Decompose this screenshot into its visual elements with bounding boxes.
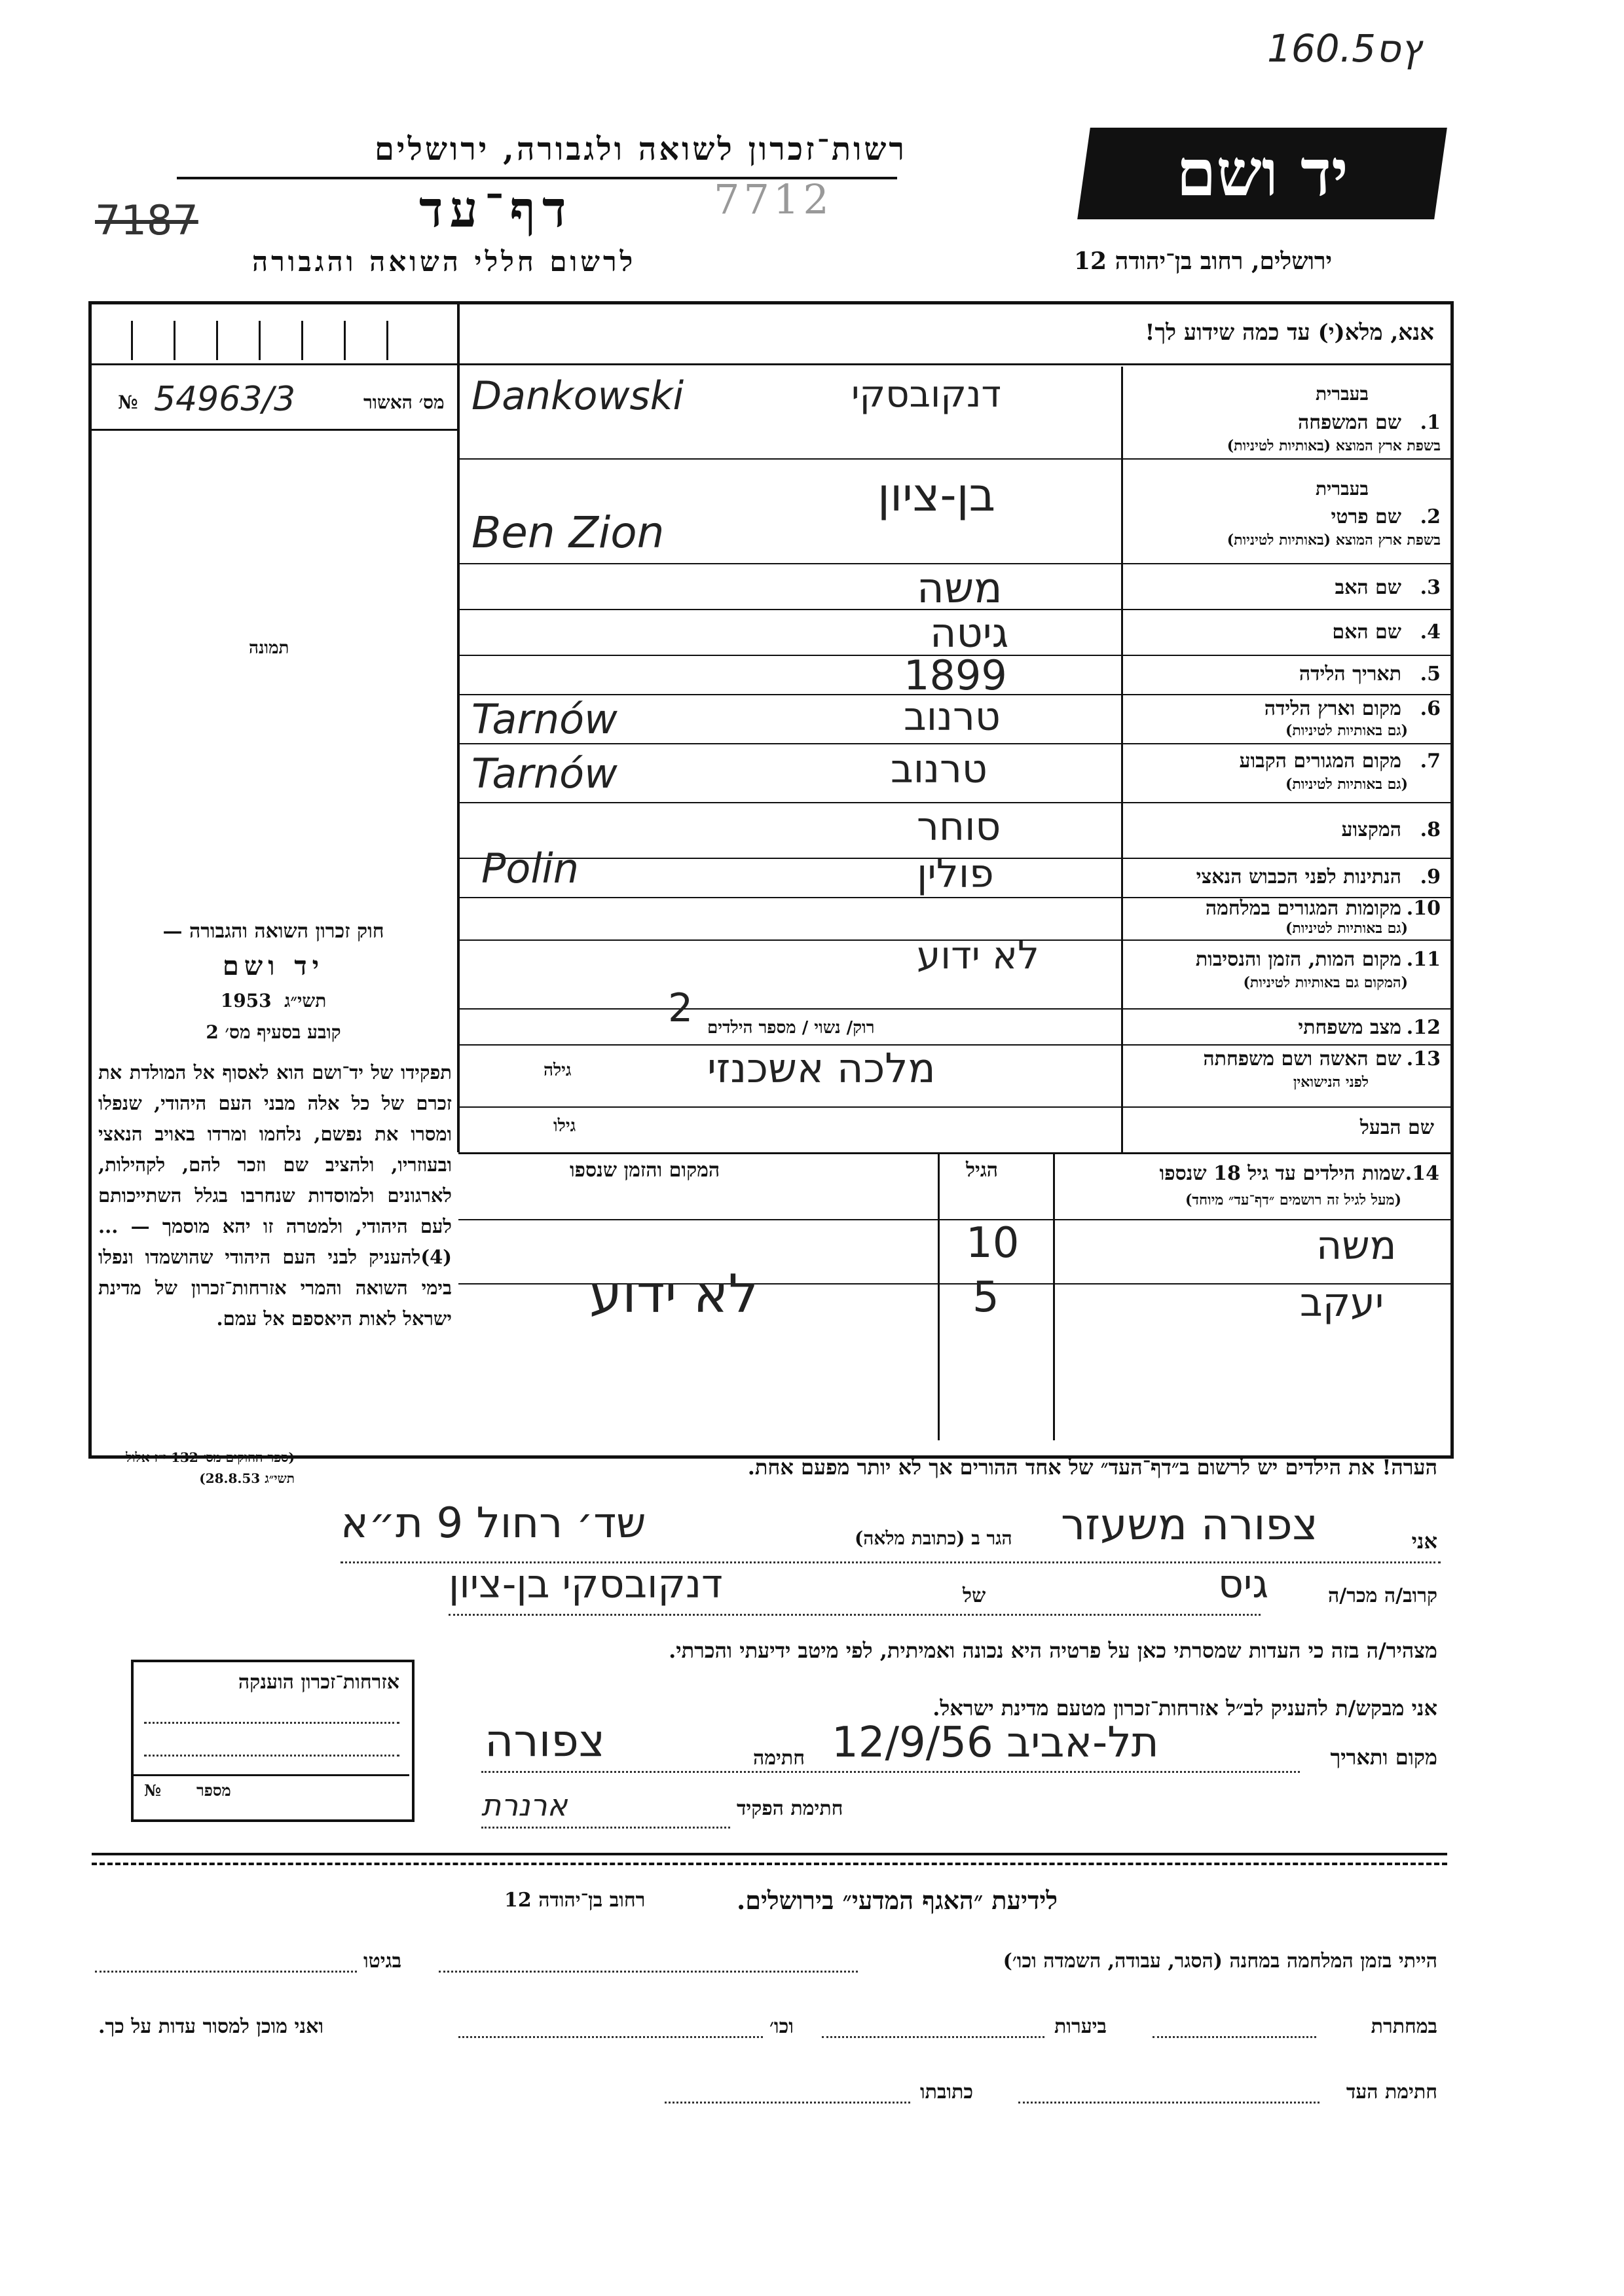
field-2-num: 2. bbox=[1420, 505, 1441, 528]
field-11-value: לא ידוע bbox=[917, 933, 1039, 977]
field-6-hebrew-value: טרנוב bbox=[904, 694, 1001, 740]
field-10-sub: (גם באותיות לטיניות) bbox=[1285, 920, 1408, 937]
row-line bbox=[458, 1008, 1450, 1010]
child-1-place: לא ידוע bbox=[589, 1264, 758, 1324]
law-clause: קובע בסעיף מס׳ 2 bbox=[206, 1021, 341, 1043]
children-header-rule bbox=[458, 1219, 1450, 1220]
field-7-num: 7. bbox=[1420, 750, 1441, 773]
field-12-num: 12. bbox=[1406, 1016, 1441, 1039]
husband-label: שם הבעל bbox=[1359, 1116, 1434, 1139]
citizenship-line-1 bbox=[144, 1722, 399, 1724]
field-1-lang: בעברית bbox=[1315, 383, 1369, 405]
stamp-number: 7187 bbox=[95, 196, 198, 244]
tick-boxes bbox=[92, 321, 455, 360]
field-1-sub: בשפת ארץ המוצא (באותיות לטיניות) bbox=[1227, 437, 1441, 454]
field-2-hebrew-value: בן-ציון bbox=[877, 468, 996, 522]
field-2-latin-value: Ben Zion bbox=[471, 507, 665, 558]
bottom-line1-b: בגיטו bbox=[363, 1950, 402, 1973]
field-10-label: מקומות המגורים במלחמה bbox=[1205, 897, 1401, 920]
field-4-label: שם האם bbox=[1332, 621, 1401, 644]
field-8-value: סוחר bbox=[917, 804, 1001, 850]
field-9-hebrew-value: פולין bbox=[917, 851, 994, 897]
field-11-sub: (המקום גם באותיות לטיניות) bbox=[1243, 974, 1408, 991]
field-12-extra: רוק/ נשוי / מספר הילדים bbox=[707, 1018, 875, 1038]
signature-label: חתימה bbox=[753, 1747, 805, 1770]
bottom-line2-dots-1 bbox=[1153, 2036, 1316, 2038]
officer-label: חתימת הפקיד bbox=[737, 1797, 843, 1820]
field-3-label: שם האב bbox=[1335, 576, 1401, 599]
field-6-latin-value: Tarnów bbox=[471, 695, 618, 743]
children-col2 bbox=[938, 1152, 940, 1440]
bottom-title: לידיעת ״האגף המדעי״ בירושלים. bbox=[737, 1886, 1058, 1915]
field-5-value: 1899 bbox=[904, 651, 1007, 699]
place-date-line bbox=[481, 1771, 1300, 1773]
relative-line bbox=[449, 1614, 1261, 1616]
form-title: דף־עד bbox=[419, 180, 573, 238]
signature-value: צפורה bbox=[485, 1715, 606, 1767]
child-2-age: 5 bbox=[972, 1273, 999, 1322]
field-6-label: מקום וארץ הלידה bbox=[1264, 697, 1401, 720]
field-1-latin-value: Dankowski bbox=[471, 373, 684, 419]
field-8-num: 8. bbox=[1420, 818, 1441, 841]
declarant-ani: אני bbox=[1411, 1529, 1437, 1554]
field-9-label: הנתינות לפני הכבוש הנאצי bbox=[1196, 866, 1401, 888]
field-7-sub: (גם באותיות לטיניות) bbox=[1285, 776, 1408, 793]
photo-label: תמונה bbox=[249, 638, 289, 658]
field-5-label: תאריך הלידה bbox=[1299, 663, 1401, 685]
children-place-header: המקום והזמן שנספו bbox=[570, 1159, 720, 1182]
row-line bbox=[458, 458, 1450, 460]
bottom-line2-dots-2 bbox=[822, 2036, 1044, 2038]
approval-prefix: № bbox=[118, 392, 138, 413]
label-column-divider bbox=[1121, 367, 1123, 1152]
children-age-header: הגיל bbox=[966, 1159, 999, 1182]
child-1-age: 10 bbox=[966, 1219, 1020, 1267]
top-handwritten-note: 160.5ץס bbox=[1267, 26, 1421, 71]
field-4-value: גיטה bbox=[930, 609, 1009, 657]
bottom-line2-b: ביערות bbox=[1054, 2015, 1107, 2038]
bottom-line2-dots-3 bbox=[458, 2036, 763, 2038]
row-line bbox=[458, 1106, 1450, 1108]
row-line bbox=[458, 743, 1450, 744]
bottom-line2-c: וכו׳ bbox=[769, 2015, 794, 2038]
bottom-rule-top bbox=[92, 1853, 1447, 1855]
field-6-num: 6. bbox=[1420, 697, 1441, 720]
children-top-rule bbox=[458, 1152, 1450, 1154]
field-10-num: 10. bbox=[1406, 897, 1441, 920]
of-name: דנקובסקי בן-ציון bbox=[449, 1561, 723, 1607]
children-num: 14. bbox=[1405, 1162, 1439, 1185]
field-12-label: מצב משפחתי bbox=[1298, 1016, 1401, 1039]
bottom-line3-a: חתימת העד bbox=[1346, 2081, 1437, 2104]
row-line bbox=[458, 1044, 1450, 1046]
field-5-num: 5. bbox=[1420, 663, 1441, 685]
law-year-heb: תשי״ג bbox=[284, 990, 327, 1011]
bottom-line2-a: במחתרת bbox=[1371, 2015, 1437, 2038]
declarant-resides-label: הגר ב (כתובת מלאה) bbox=[855, 1527, 1012, 1549]
bottom-line2-d: ואני מוכן למסור עדות על כך. bbox=[98, 2015, 324, 2038]
field-13-num: 13. bbox=[1406, 1048, 1441, 1070]
field-11-num: 11. bbox=[1406, 948, 1441, 971]
citizenship-line-2 bbox=[144, 1755, 399, 1757]
yad-vashem-logo bbox=[1077, 128, 1447, 219]
bottom-line1-dots-2 bbox=[95, 1971, 357, 1973]
left-column-divider bbox=[457, 301, 460, 1152]
form-subtitle: לרשום חללי השואה והגבורה bbox=[252, 246, 637, 278]
bottom-line1-dots bbox=[439, 1971, 858, 1973]
relative-label: קרוב/ה מכר/ה bbox=[1328, 1584, 1437, 1607]
bottom-line1-a: הייתי בזמן המלחמה במחנה (הסגר, עבודה, השמדה וכו׳) bbox=[1003, 1950, 1437, 1973]
bottom-line3-dots-2 bbox=[665, 2102, 910, 2104]
field-7-hebrew-value: טרנוב bbox=[891, 746, 987, 792]
logo-text: יד ושם bbox=[1176, 136, 1348, 211]
field-8-label: המקצוע bbox=[1341, 818, 1401, 841]
field-13-value: מלכה אשכנזי bbox=[707, 1044, 936, 1092]
field-6-sub: (גם באותיות לטיניות) bbox=[1285, 722, 1408, 739]
declarant-name: צפורה משעזר bbox=[1061, 1499, 1318, 1550]
request-text: אני מבקש/ת להעניק לב״ל אזרחות־זכרון מטעם מדינת ישראל. bbox=[932, 1696, 1437, 1721]
note-text: הערה! את הילדים יש לרשום ב״דף־העד״ של אחד ההורים אך לא יותר מפעם אחת. bbox=[747, 1455, 1437, 1480]
approval-rule bbox=[92, 429, 457, 431]
row-line bbox=[458, 802, 1450, 803]
law-year-num: 1953 bbox=[220, 990, 272, 1011]
children-col1 bbox=[1053, 1152, 1055, 1440]
authority-title: רשות־זכרון לשואה ולגבורה, ירושלים bbox=[374, 131, 907, 168]
field-4-num: 4. bbox=[1420, 621, 1441, 644]
children-header: שמות הילדים עד גיל 18 שנספו bbox=[1159, 1162, 1405, 1185]
place-date-value: תל-אביב 12/9/56 bbox=[832, 1719, 1159, 1767]
field-13-label: שם האשה ושם משפחתה bbox=[1203, 1048, 1401, 1070]
citizenship-number-label: מספר bbox=[196, 1781, 231, 1800]
field-3-num: 3. bbox=[1420, 576, 1441, 599]
law-name: יד ושם bbox=[222, 951, 325, 981]
law-reference: (ספר החוקים מס׳ 132 י״ז אלול תשי״ג 28.8.53) bbox=[126, 1449, 295, 1486]
relation-value: גיס bbox=[1218, 1561, 1269, 1607]
intro-text: אנא, מלא(י) עד כמה שידוע לך! bbox=[1145, 319, 1434, 346]
field-9-latin-value: Polin bbox=[481, 845, 580, 892]
field-11-label: מקום המות, הזמן והנסיבות bbox=[1195, 948, 1401, 971]
approval-number: 54963/3 bbox=[154, 380, 296, 419]
field-2-sub: בשפת ארץ המוצא (באותיות לטיניות) bbox=[1227, 532, 1441, 549]
stamp-number-2: 7712 bbox=[714, 175, 833, 223]
field-3-value: משה bbox=[917, 564, 1003, 613]
husband-age-label: גילו bbox=[553, 1116, 576, 1136]
law-year bbox=[98, 990, 449, 1012]
citizenship-title: אזרחות־זכרון הוענקה bbox=[238, 1671, 399, 1694]
child-1-name: משה bbox=[1316, 1223, 1397, 1269]
of-label: של bbox=[963, 1584, 986, 1607]
bottom-line3-dots-1 bbox=[1018, 2102, 1320, 2104]
bottom-rule-dashed bbox=[92, 1863, 1447, 1865]
declaration-text: מצהיר/ה בזה כי העדות שמסרתי כאן על פרטיה היא נכונה ואמיתית, לפי מיטב ידיעתי והכרתי. bbox=[669, 1638, 1437, 1663]
field-2-label: שם פרטי bbox=[1331, 505, 1401, 528]
field-1-hebrew-value: דנקובסקי bbox=[851, 373, 1001, 416]
law-title: חוק זכרון השואה והגבורה — bbox=[162, 920, 384, 943]
place-date-label: מקום ותאריך bbox=[1330, 1745, 1437, 1770]
declarant-address: שד׳ רחול 9 ת״א bbox=[341, 1499, 646, 1548]
field-9-num: 9. bbox=[1420, 866, 1441, 888]
citizenship-rule bbox=[131, 1774, 409, 1776]
child-2-name: יעקב bbox=[1300, 1280, 1384, 1326]
field-13-age-label: גילה bbox=[544, 1061, 572, 1080]
field-7-label: מקום המגורים הקבוע bbox=[1239, 750, 1401, 773]
officer-line bbox=[481, 1827, 730, 1829]
field-7-latin-value: Tarnów bbox=[471, 750, 618, 797]
field-2-lang: בעברית bbox=[1315, 478, 1369, 500]
children-sub: (מעל לגיל זה רושמים ״דף־עד״ מיוחד) bbox=[1185, 1192, 1401, 1209]
citizenship-prefix: № bbox=[144, 1781, 162, 1800]
field-13-sub: לפני הנישואין bbox=[1293, 1074, 1369, 1091]
field-12-value: 2 bbox=[668, 985, 693, 1031]
field-1-label: שם המשפחה bbox=[1297, 411, 1401, 434]
address: ירושלים, רחוב בן־יהודה 12 bbox=[1074, 247, 1333, 275]
approval-label: מס׳ האשור bbox=[363, 392, 445, 413]
field-1-num: 1. bbox=[1420, 411, 1441, 434]
bottom-line3-b: כתובתו bbox=[920, 2081, 974, 2104]
law-text: תפקידו של יד־ושם הוא לאסוף אל המולדת את זכרם של כל אלה מבני העם היהודי, שנפלו ומסרו את נפשם, נלחמו ומרדו באויב הנאצי ובעוזריו, ולהציב שם וזכר להם, לקהילות, לארגונים ולמוסדות שנחרבו בגלל השתייכותם לעם היהודי, ולמטרה זו יהא מוסמך — ...(4)להעניק לבני העם היהודי שהושמדו ונפלו בימי השואה והמרי אזרחות־זכרון של מדינת ישראל לאות היאספם אל עמם. bbox=[98, 1061, 452, 1330]
officer-signature: ארנרת bbox=[481, 1787, 568, 1823]
intro-rule bbox=[88, 363, 1450, 365]
bottom-address: רחוב בן־יהודה 12 bbox=[504, 1889, 646, 1912]
